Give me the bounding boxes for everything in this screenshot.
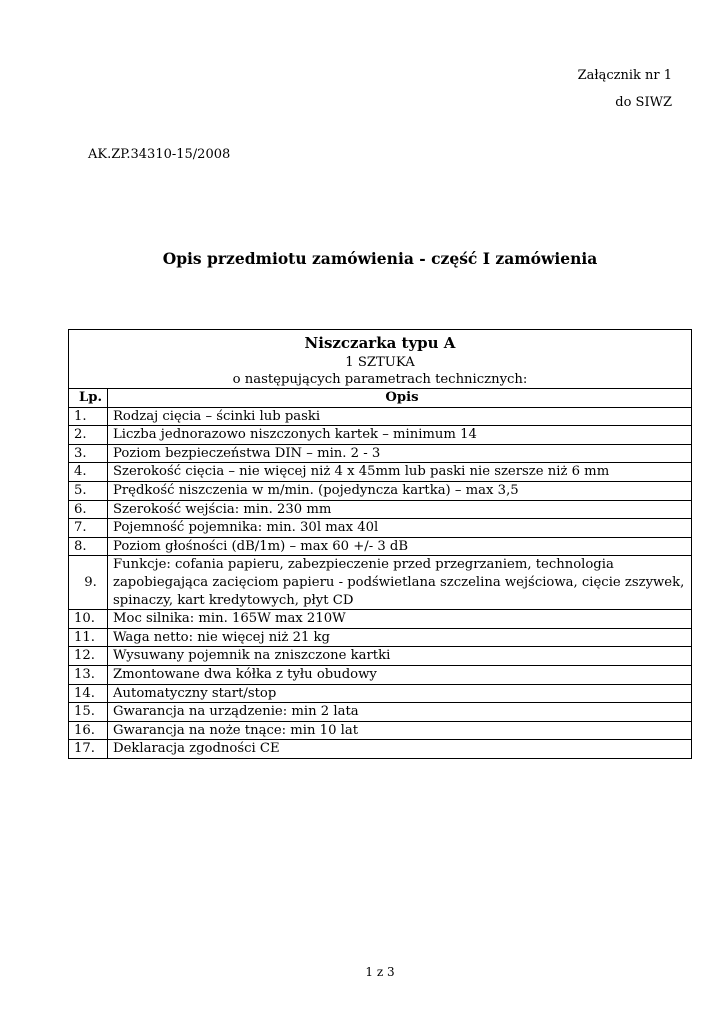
row-number: 8. bbox=[69, 537, 108, 556]
table-heading-cell bbox=[69, 330, 692, 389]
table-row bbox=[69, 500, 692, 519]
table-row bbox=[69, 628, 692, 647]
table-heading-row bbox=[69, 330, 692, 389]
table-row bbox=[69, 740, 692, 759]
row-description: Poziom bezpieczeństwa DIN – min. 2 - 3 bbox=[108, 444, 692, 463]
row-number: 5. bbox=[69, 481, 108, 500]
row-description: Automatyczny start/stop bbox=[108, 684, 692, 703]
row-number: 9. bbox=[69, 556, 108, 610]
table-row bbox=[69, 407, 692, 426]
row-number: 10. bbox=[69, 610, 108, 629]
row-number: 14. bbox=[69, 684, 108, 703]
table-row bbox=[69, 721, 692, 740]
annex-target: do SIWZ bbox=[615, 95, 672, 110]
table-row bbox=[69, 684, 692, 703]
table-row bbox=[69, 610, 692, 629]
row-number: 13. bbox=[69, 665, 108, 684]
row-number: 15. bbox=[69, 703, 108, 722]
row-number: 1. bbox=[69, 407, 108, 426]
row-number: 2. bbox=[69, 426, 108, 445]
row-description: Wysuwany pojemnik na zniszczone kartki bbox=[108, 647, 692, 666]
row-description: Zmontowane dwa kółka z tyłu obudowy bbox=[108, 665, 692, 684]
row-number: 7. bbox=[69, 519, 108, 538]
row-number: 6. bbox=[69, 500, 108, 519]
row-description: Pojemność pojemnika: min. 30l max 40l bbox=[108, 519, 692, 538]
column-header-lp: Lp. bbox=[69, 389, 108, 408]
row-description: Gwarancja na noże tnące: min 10 lat bbox=[108, 721, 692, 740]
product-quantity: 1 SZTUKA bbox=[345, 355, 415, 370]
row-number: 3. bbox=[69, 444, 108, 463]
table-row bbox=[69, 426, 692, 445]
table-row bbox=[69, 444, 692, 463]
row-number: 16. bbox=[69, 721, 108, 740]
row-description: Rodzaj cięcia – ścinki lub paski bbox=[108, 407, 692, 426]
table-row bbox=[69, 519, 692, 538]
row-number: 4. bbox=[69, 463, 108, 482]
page-number: 1 z 3 bbox=[365, 965, 395, 979]
parameters-intro: o następujących parametrach technicznych: bbox=[232, 372, 528, 387]
table-row bbox=[69, 463, 692, 482]
row-description: Gwarancja na urządzenie: min 2 lata bbox=[108, 703, 692, 722]
table-row bbox=[69, 556, 692, 610]
row-number: 12. bbox=[69, 647, 108, 666]
reference-number: AK.ZP.34310-15/2008 bbox=[88, 147, 231, 162]
column-header-row bbox=[69, 389, 692, 408]
row-description: Liczba jednorazowo niszczonych kartek – minimum 14 bbox=[108, 426, 692, 445]
product-heading: Niszczarka typu A bbox=[304, 334, 456, 352]
table-row bbox=[69, 537, 692, 556]
table-row bbox=[69, 665, 692, 684]
row-description: Moc silnika: min. 165W max 210W bbox=[108, 610, 692, 629]
row-description: Waga netto: nie więcej niż 21 kg bbox=[108, 628, 692, 647]
row-number: 11. bbox=[69, 628, 108, 647]
table-row bbox=[69, 481, 692, 500]
table-row bbox=[69, 703, 692, 722]
row-number: 17. bbox=[69, 740, 108, 759]
specification-table bbox=[68, 329, 692, 759]
row-description: Prędkość niszczenia w m/min. (pojedyncza kartka) – max 3,5 bbox=[108, 481, 692, 500]
row-description: Funkcje: cofania papieru, zabezpieczenie przed przegrzaniem, technologia zapobiegająca zacięciom papieru - podświetlana szczelina wejściowa, cięcie zszywek, spinaczy, kart kredytowych, płyt CD bbox=[108, 556, 692, 610]
table-row bbox=[69, 647, 692, 666]
annex-label: Załącznik nr 1 bbox=[577, 68, 672, 83]
row-description: Deklaracja zgodności CE bbox=[108, 740, 692, 759]
row-description: Poziom głośności (dB/1m) – max 60 +/- 3 dB bbox=[108, 537, 692, 556]
row-description: Szerokość cięcia – nie więcej niż 4 x 45mm lub paski nie szersze niż 6 mm bbox=[108, 463, 692, 482]
row-description: Szerokość wejścia: min. 230 mm bbox=[108, 500, 692, 519]
column-header-desc: Opis bbox=[108, 389, 692, 408]
document-title: Opis przedmiotu zamówienia - część I zamówienia bbox=[162, 249, 598, 268]
